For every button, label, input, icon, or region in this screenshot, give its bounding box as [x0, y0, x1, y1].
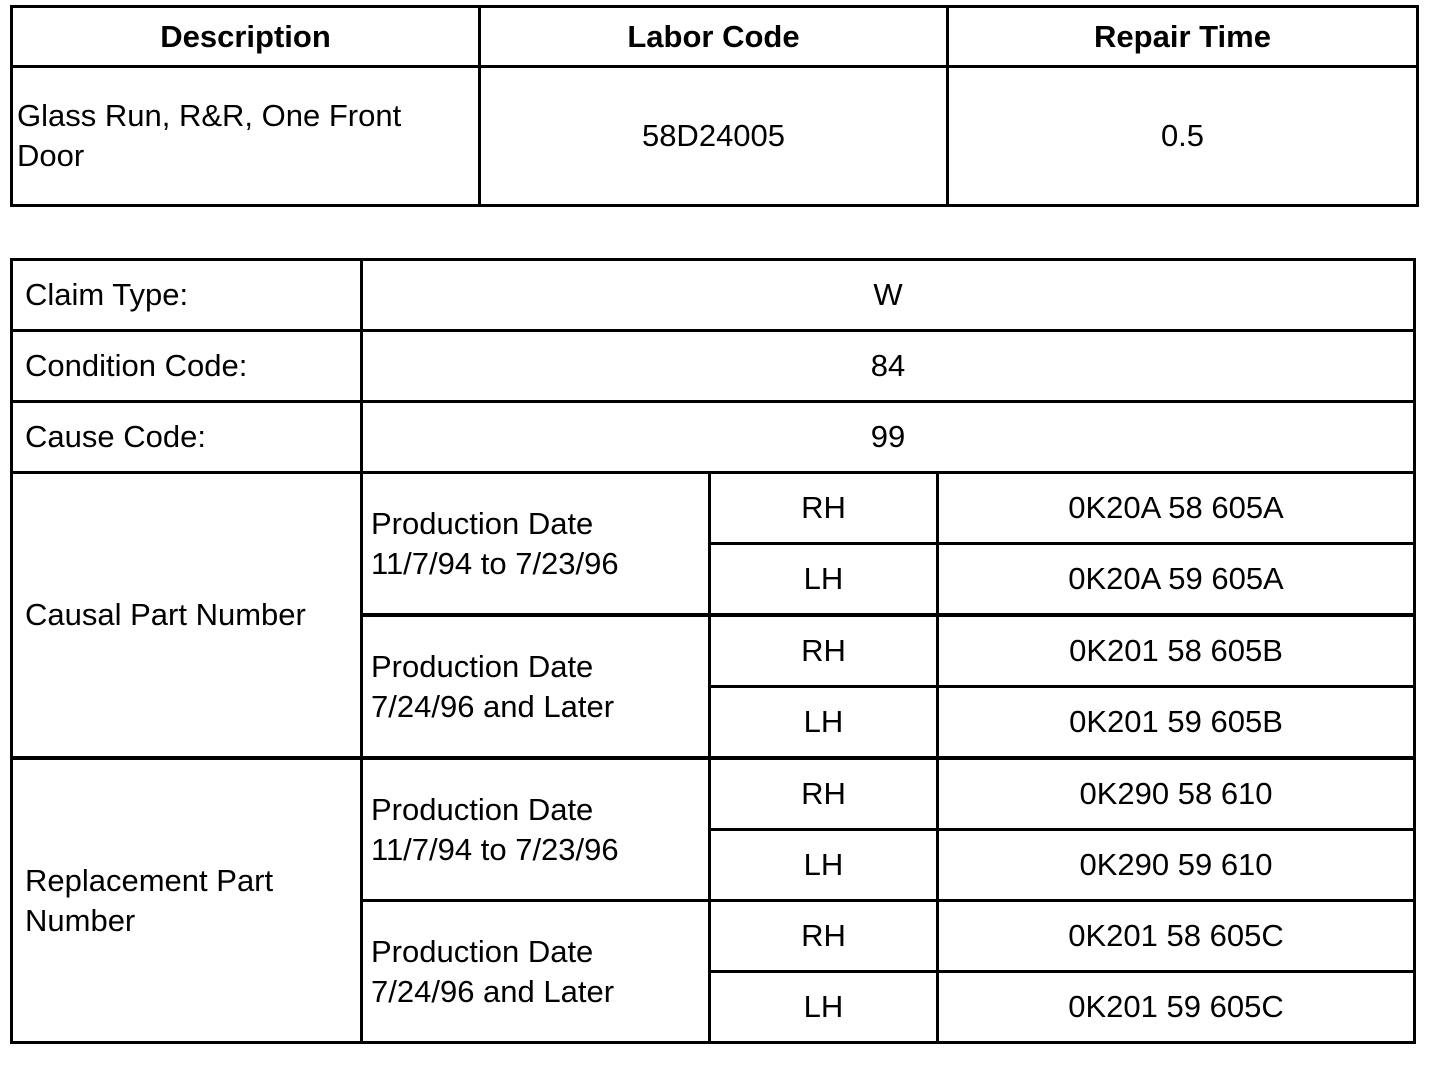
repair-time-cell: 0.5	[948, 67, 1418, 206]
causal-production-date-1	[362, 473, 710, 616]
side-cell: RH	[710, 901, 938, 972]
claim-info-table	[10, 258, 1416, 1044]
description-cell	[12, 67, 480, 206]
production-date-line-2: 11/7/94 to 7/23/96	[371, 831, 619, 867]
replacement-production-date-1	[362, 758, 710, 901]
part-number-cell: 0K20A 58 605A	[938, 473, 1415, 544]
cause-code-value: 99	[362, 402, 1415, 473]
part-number-cell: 0K290 59 610	[938, 830, 1415, 901]
labor-time-table	[10, 5, 1419, 207]
causal-part-row	[12, 473, 1415, 544]
part-number-cell: 0K20A 59 605A	[938, 544, 1415, 616]
part-number-cell: 0K201 59 605B	[938, 687, 1415, 759]
cause-code-row	[12, 402, 1415, 473]
side-cell: LH	[710, 972, 938, 1043]
causal-production-date-2	[362, 615, 710, 758]
condition-code-label: Condition Code:	[12, 331, 362, 402]
part-number-cell: 0K290 58 610	[938, 758, 1415, 830]
condition-code-value: 84	[362, 331, 1415, 402]
cause-code-label: Cause Code:	[12, 402, 362, 473]
side-cell: LH	[710, 687, 938, 759]
side-cell: RH	[710, 615, 938, 687]
labor-code-header: Labor Code	[480, 7, 948, 67]
side-cell: RH	[710, 473, 938, 544]
part-number-cell: 0K201 59 605C	[938, 972, 1415, 1043]
claim-type-row	[12, 260, 1415, 331]
description-line-1: Glass Run, R&R, One Front	[17, 98, 402, 133]
labor-code-cell: 58D24005	[480, 67, 948, 206]
production-date-line-1: Production Date	[371, 648, 594, 684]
side-cell: LH	[710, 830, 938, 901]
side-cell: LH	[710, 544, 938, 616]
side-cell: RH	[710, 758, 938, 830]
production-date-line-2: 11/7/94 to 7/23/96	[371, 545, 619, 581]
repair-time-header: Repair Time	[948, 7, 1418, 67]
description-header: Description	[12, 7, 480, 67]
description-line-2: Door	[17, 138, 85, 173]
labor-table-row	[12, 67, 1418, 206]
condition-code-row	[12, 331, 1415, 402]
production-date-line-1: Production Date	[371, 933, 594, 969]
replacement-part-label	[12, 758, 362, 1043]
part-number-cell: 0K201 58 605B	[938, 615, 1415, 687]
part-number-cell: 0K201 58 605C	[938, 901, 1415, 972]
claim-type-value: W	[362, 260, 1415, 331]
replacement-part-row	[12, 758, 1415, 830]
replacement-label-line-1: Replacement Part	[25, 862, 274, 898]
labor-table-header-row	[12, 7, 1418, 67]
causal-part-label: Causal Part Number	[12, 473, 362, 759]
production-date-line-2: 7/24/96 and Later	[371, 973, 615, 1009]
claim-type-label: Claim Type:	[12, 260, 362, 331]
replacement-production-date-2	[362, 901, 710, 1043]
production-date-line-2: 7/24/96 and Later	[371, 688, 615, 724]
production-date-line-1: Production Date	[371, 791, 594, 827]
production-date-line-1: Production Date	[371, 505, 594, 541]
replacement-label-line-2: Number	[25, 902, 136, 938]
